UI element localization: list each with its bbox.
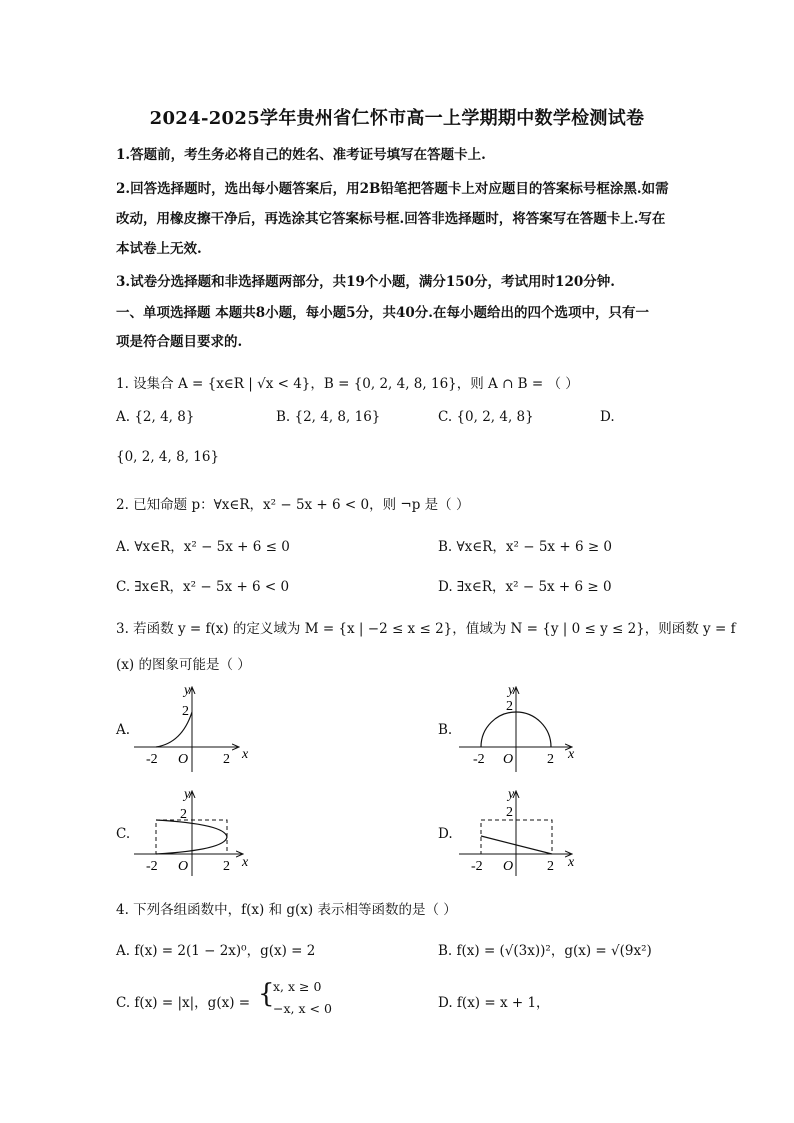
q3-stem-line2: (x) 的图象可能是（ ） bbox=[116, 657, 251, 673]
tick-neg2: -2 bbox=[146, 752, 158, 767]
page-title: 2024-2025学年贵州省仁怀市高一上学期期中数学检测试卷 bbox=[149, 108, 645, 129]
q3-label-b: B. bbox=[438, 722, 453, 738]
q3-stem-line1: 3. 若函数 y = f(x) 的定义域为 M = {x | −2 ≤ x ≤ 2}，值域为 N = {y | 0 ≤ y ≤ 2}，则函数 y = f bbox=[116, 621, 736, 637]
q3-graph-d bbox=[455, 784, 585, 880]
tick-pos2: 2 bbox=[223, 752, 230, 767]
tick-pos2: 2 bbox=[547, 752, 554, 767]
section-heading-line1: 一、单项选择题 本题共8小题，每小题5分，共40分.在每小题给出的四个选项中，只有一 bbox=[116, 305, 649, 321]
y-label: y bbox=[508, 683, 515, 698]
tick-2: 2 bbox=[506, 805, 513, 820]
y-label: y bbox=[184, 683, 191, 698]
q3-graph-a bbox=[130, 680, 260, 776]
q3-graph-b bbox=[455, 680, 585, 776]
q2-option-d: D. ∃x∈R，x² − 5x + 6 ≥ 0 bbox=[438, 579, 612, 595]
tick-neg2: -2 bbox=[473, 752, 485, 767]
x-label: x bbox=[242, 747, 249, 762]
q3-graph-c bbox=[130, 784, 260, 880]
q4-option-d: D. f(x) = x + 1， bbox=[438, 995, 550, 1011]
q4-stem: 4. 下列各组函数中，f(x) 和 g(x) 表示相等函数的是（ ） bbox=[116, 902, 457, 918]
instruction-2b: 改动，用橡皮擦干净后，再选涂其它答案标号框.回答非选择题时，将答案写在答题卡上.写在 bbox=[116, 211, 666, 227]
origin: O bbox=[178, 859, 189, 874]
y-label: y bbox=[508, 787, 515, 802]
instruction-2a: 2.回答选择题时，选出每小题答案后，用2B铅笔把答题卡上对应题目的答案标号框涂黑.如需 bbox=[116, 181, 669, 197]
tick-2: 2 bbox=[180, 807, 187, 822]
instruction-2c: 本试卷上无效. bbox=[116, 241, 202, 257]
tick-pos2: 2 bbox=[547, 859, 554, 874]
x-label: x bbox=[242, 855, 249, 870]
q4-option-c-case1: x, x ≥ 0 bbox=[273, 979, 322, 994]
q1-option-c: C. {0, 2, 4, 8} bbox=[438, 409, 534, 425]
origin: O bbox=[503, 859, 514, 874]
q4-option-c-case2: −x, x < 0 bbox=[273, 1001, 332, 1016]
tick-neg2: -2 bbox=[146, 859, 158, 874]
origin: O bbox=[503, 752, 514, 767]
x-label: x bbox=[568, 855, 575, 870]
tick-neg2: -2 bbox=[471, 859, 483, 874]
origin: O bbox=[178, 752, 189, 767]
q1-option-d: D. bbox=[600, 409, 615, 425]
q1-option-a: A. {2, 4, 8} bbox=[116, 409, 195, 425]
q1-option-b: B. {2, 4, 8, 16} bbox=[276, 409, 381, 425]
section-heading-line2: 项是符合题目要求的. bbox=[116, 334, 243, 350]
q2-option-a: A. ∀x∈R，x² − 5x + 6 ≤ 0 bbox=[116, 539, 290, 555]
q3-label-a: A. bbox=[116, 722, 131, 738]
q3-label-d: D. bbox=[438, 826, 453, 842]
q4-option-c: C. f(x) = |x|，g(x) = bbox=[116, 995, 251, 1011]
instruction-1: 1.答题前，考生务必将自己的姓名、准考证号填写在答题卡上. bbox=[116, 147, 486, 163]
q4-option-b: B. f(x) = (√(3x))²，g(x) = √(9x²) bbox=[438, 943, 652, 959]
tick-pos2: 2 bbox=[223, 859, 230, 874]
q1-stem: 1. 设集合 A = {x∈R | √x < 4}，B = {0, 2, 4, 8, 16}，则 A ∩ B = （ ） bbox=[116, 376, 579, 392]
q4-option-a: A. f(x) = 2(1 − 2x)⁰，g(x) = 2 bbox=[116, 943, 316, 959]
q3-label-c: C. bbox=[116, 826, 131, 842]
q2-stem: 2. 已知命题 p：∀x∈R，x² − 5x + 6 < 0，则 ¬p 是（ ） bbox=[116, 497, 470, 513]
tick-2: 2 bbox=[182, 704, 189, 719]
q2-option-b: B. ∀x∈R，x² − 5x + 6 ≥ 0 bbox=[438, 539, 613, 555]
y-label: y bbox=[184, 787, 191, 802]
q4-option-c-brace: { bbox=[258, 979, 275, 1009]
q1-option-d-value: {0, 2, 4, 8, 16} bbox=[116, 449, 220, 465]
x-label: x bbox=[568, 747, 575, 762]
tick-2: 2 bbox=[506, 699, 513, 714]
instruction-3: 3.试卷分选择题和非选择题两部分，共19个小题，满分150分，考试用时120分钟. bbox=[116, 274, 615, 290]
q2-option-c: C. ∃x∈R，x² − 5x + 6 < 0 bbox=[116, 579, 290, 595]
